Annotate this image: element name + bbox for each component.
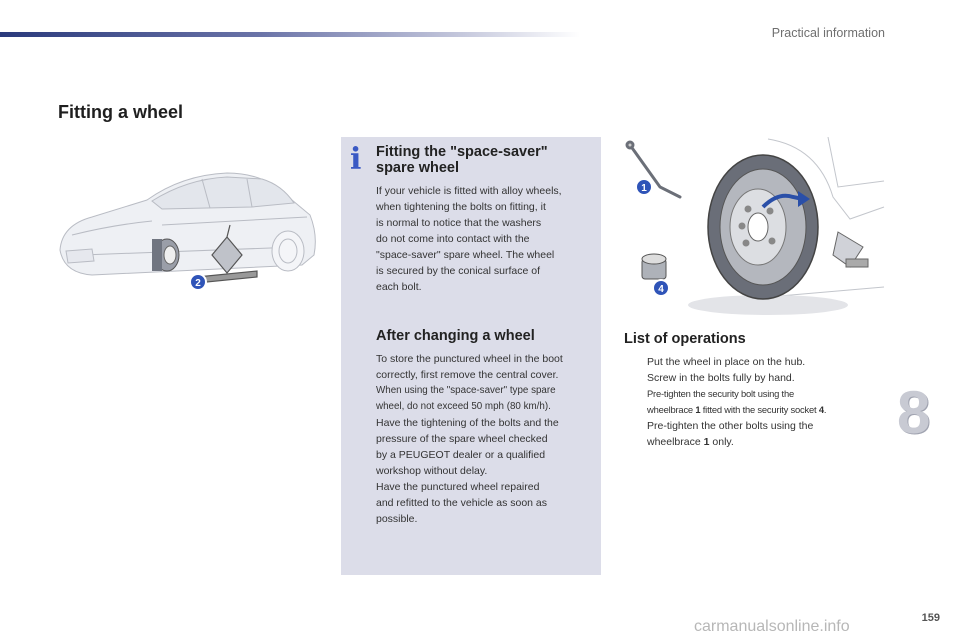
wheel-fitting-illustration	[618, 137, 886, 317]
after-changing-title: After changing a wheel	[376, 328, 535, 344]
info-panel	[341, 137, 601, 575]
car-with-jack-illustration	[52, 155, 320, 300]
page-heading: Fitting a wheel	[58, 102, 184, 122]
list-item: Put the wheel in place on the hub.	[647, 356, 806, 368]
watermark: carmanualsonline.info	[694, 618, 850, 635]
spare-wheel-icon	[708, 155, 818, 299]
operations-title: List of operations	[624, 331, 746, 347]
header-gradient-bar	[0, 32, 580, 37]
panel-text: If your vehicle is fitted with alloy wheels, when tightening the bolts on fitting, it is normal to notice that the washers do not come into contact with the "space-saver" spare wheel. The wheel is secured by the conical surface of each bolt.	[376, 185, 562, 293]
list-item: Screw in the bolts fully by hand.	[647, 372, 795, 384]
removed-wheel-hub	[152, 239, 179, 271]
after-changing-text: To store the punctured wheel in the boot correctly, first remove the central cover. When using the "space-saver" type spare wheel, do not exceed 50 mph (80 km/h). Have the tightening of the bolts and the pressure of the spare wheel checked by a PEUGEOT dealer or a qualified workshop without delay. Have the punctured wheel repaired and refitted to the vehicle as soon as possible.	[376, 353, 563, 525]
section-title: Practical information	[771, 26, 885, 40]
chapter-number: 8	[897, 379, 931, 446]
jack-icon	[833, 232, 868, 267]
marker-4-label: 4	[658, 284, 664, 295]
page-number: 159	[921, 612, 940, 624]
list-item: Pre-tighten the security bolt using the wheelbrace 1 fitted with the security socket 4.	[647, 388, 827, 415]
wheelbrace-icon	[627, 142, 680, 197]
marker-2-label: 2	[195, 278, 201, 289]
panel-title: Fitting the "space-saver" spare wheel	[376, 144, 548, 176]
list-item: Pre-tighten the other bolts using the wheelbrace 1 only.	[647, 420, 814, 448]
marker-1-label: 1	[641, 183, 647, 194]
info-icon: i	[350, 142, 362, 177]
operations-list	[624, 354, 894, 450]
security-socket-icon	[642, 254, 666, 279]
